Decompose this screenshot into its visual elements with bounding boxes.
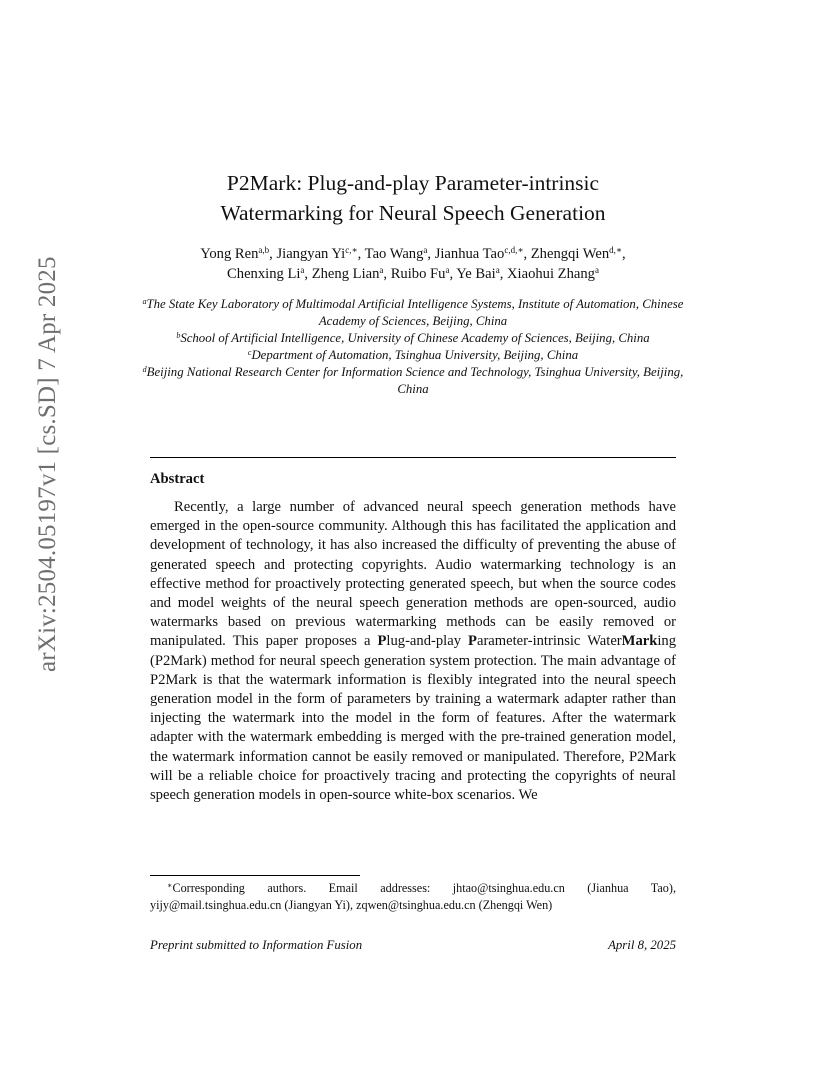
paper-title	[150, 168, 676, 228]
footnote	[150, 880, 676, 914]
author-list	[140, 244, 686, 284]
author-affil-mark: a	[495, 265, 500, 275]
affiliation-item	[140, 330, 686, 347]
title-line-1: P2Mark: Plug-and-play Parameter-intrinsic	[226, 171, 600, 195]
affiliation-list	[140, 296, 686, 398]
author-name: Chenxing Li	[227, 266, 301, 282]
author-name: Yong Ren	[200, 246, 259, 262]
title-line-2: Watermarking for Neural Speech Generation	[220, 201, 606, 225]
author-name: Ye Bai	[456, 266, 496, 282]
abstract-text-part-1: Recently, a large number of advanced neural speech generation methods have emerged in the open-source community. Although this has facilitated the application and development of technology, it has also increased the difficulty of preventing the abuse of generated speech and protecting copyrights. Audio watermarking technology is an effective method for proactively protecting generated speech, but when the source codes and model weights of the neural speech generation methods are open-sourced, audio watermarks based on previous watermarking methods can be easily removed or manipulated. This paper proposes a	[150, 499, 676, 650]
acronym-letter-mark: Mark	[621, 633, 658, 650]
author-line-1: Yong Ren$^{a,b}$, Jiangyan $Yi^{c,∗}$, Tao Wang$^a$, Jianhua Tao$^{c,d,∗}$, Zhengqi Wen$^{d,∗}$,	[200, 245, 626, 262]
author-affil-mark: a	[445, 265, 450, 275]
author-affil-mark: a	[300, 265, 305, 275]
footnote-rule	[150, 875, 360, 876]
abstract-top-rule	[150, 457, 676, 458]
affiliation-mark: c	[247, 348, 252, 357]
author-name: Xiaohui Zhang	[507, 266, 595, 282]
arxiv-identifier-text: arXiv:2504.05197v1 [cs.SD] 7 Apr 2025	[34, 256, 61, 672]
author-affil-mark: a	[594, 265, 599, 275]
abstract-heading: Abstract	[150, 471, 205, 487]
acronym-letter-p1: P	[377, 633, 387, 650]
author-name: Jianhua Tao	[434, 246, 505, 262]
affiliation-item	[140, 364, 686, 398]
author-affil-mark: a,b	[258, 245, 270, 255]
affiliation-mark: d	[142, 365, 147, 374]
affiliation-text: Department of Automation, Tsinghua University, Beijing, China	[251, 348, 579, 362]
author-affil-mark: d,∗	[609, 245, 623, 255]
author-line-2: Chenxing Li$^a$, Zheng Lian$^a$, Ruibo Fu$^a$, Ye Bai$^a$, Xiaohui Zhang$^a$	[227, 265, 599, 282]
preprint-note: Preprint submitted to Information Fusion	[150, 938, 363, 952]
author-affil-mark: c,d,∗	[504, 245, 524, 255]
author-name: Jiangyan Yi	[276, 246, 346, 262]
acronym-rest-3: ing	[657, 633, 676, 650]
acronym-rest-1: lug-and-play	[386, 633, 469, 650]
acronym-letter-p2: P	[468, 633, 477, 650]
acronym-rest-2: arameter-intrinsic Water	[476, 633, 622, 650]
footnote-mark: ∗	[167, 881, 173, 890]
footnote-text: Corresponding authors. Email addresses: jhtao@tsinghua.edu.cn (Jianhua Tao), yijy@mail.tsinghua.edu.cn (Jiangyan Yi), zqwen@tsinghua.edu.cn (Zhengqi Wen)	[150, 881, 676, 912]
author-name: Ruibo Fu	[390, 266, 446, 282]
abstract-body	[150, 498, 676, 805]
author-name: Tao Wang	[364, 246, 424, 262]
submission-date: April 8, 2025	[608, 938, 676, 952]
affiliation-text: Beijing National Research Center for Information Science and Technology, Tsinghua University, Beijing, China	[146, 365, 684, 396]
author-affil-mark: a	[423, 245, 428, 255]
affiliation-mark: a	[142, 297, 147, 306]
abstract-text-part-2: (P2Mark) method for neural speech generation system protection. The main advantage of P2Mark is that the watermark information is flexibly integrated into the neural speech generation model in the form of parameters by training a watermark adapter rather than injecting the watermark into the model in the form of features. After the watermark adapter with the watermark embedding is merged with the pre-trained generation model, the watermark information cannot be easily removed or manipulated. Therefore, P2Mark will be a reliable choice for proactively tracing and protecting the copyrights of neural speech generation models in open-source white-box scenarios. We	[150, 652, 676, 804]
affiliation-item	[140, 296, 686, 330]
affiliation-item	[140, 347, 686, 364]
author-affil-mark: a	[379, 265, 384, 275]
author-affil-mark: c,∗	[345, 245, 358, 255]
affiliation-mark: b	[176, 331, 181, 340]
affiliation-text: School of Artificial Intelligence, University of Chinese Academy of Sciences, Beijing, China	[180, 331, 650, 345]
author-name: Zhengqi Wen	[530, 246, 610, 262]
author-name: Zheng Lian	[311, 266, 380, 282]
affiliation-text: The State Key Laboratory of Multimodal Artificial Intelligence Systems, Institute of Automation, Chinese Academy of Sciences, Beijing, China	[146, 297, 684, 328]
